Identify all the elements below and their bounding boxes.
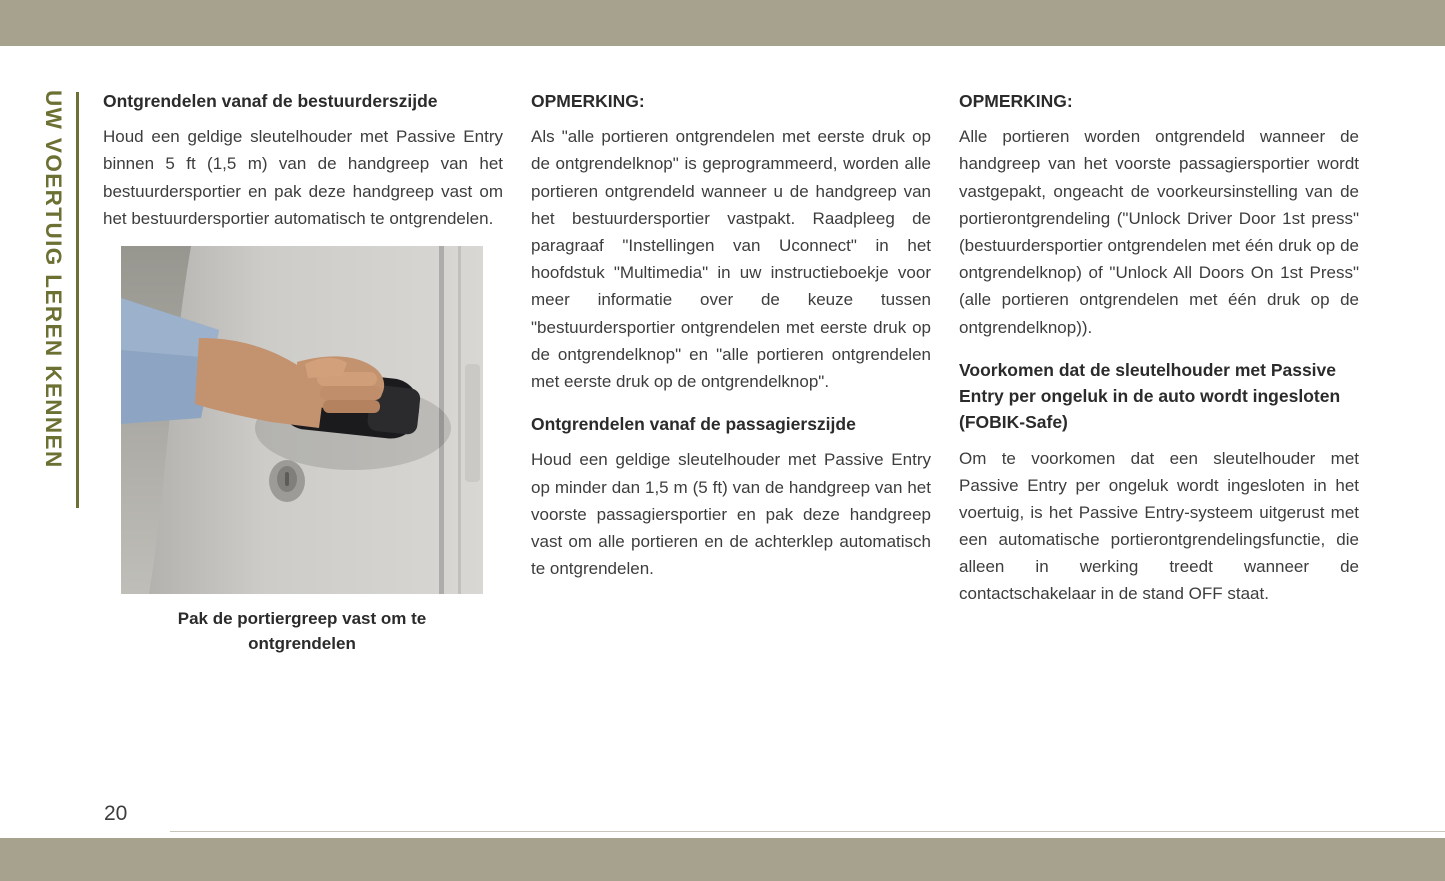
top-band — [0, 0, 1445, 46]
bottom-band — [0, 838, 1445, 881]
body-paragraph-driver-side: Houd een geldige sleutelhouder met Passive Entry binnen 5 ft (1,5 m) van de handgreep van het bestuurdersportier en pak deze handgreep vast om het bestuurdersportier automatisch te ontgrendelen. — [103, 127, 503, 228]
body-paragraph-passenger-side: Houd een geldige sleutelhouder met Passive Entry op minder dan 1,5 m (5 ft) van de handgreep van het voorste passagiersportier en pak deze handgreep vast om alle portieren en de achterklep automatisch te ontgrendelen. — [531, 450, 931, 579]
section-heading-fobik-safe: Voorkomen dat de sleutelhouder met Passive Entry per ongeluk in de auto wordt ingesloten (FOBIK-Safe) — [959, 359, 1341, 433]
note-paragraph: Als "alle portieren ontgrendelen met eerste druk op de ontgrendelknop" is geprogrammeerd, worden alle portieren ontgrendeld wanneer u de handgreep van het bestuurdersportier vastpakt. Raadpleeg de paragraaf "Instellingen van Uconnect" in het hoofdstuk "Multimedia" in uw instructieboekje voor meer informatie over de keuze tussen "bestuurdersportier ontgrendelen met eerste druk op de ontgrendelknop" en "alle portieren ontgrendelen met eerste druk op de ontgrendelknop". — [531, 127, 931, 391]
door-handle-photo — [121, 246, 483, 594]
note-heading: OPMERKING: — [959, 91, 1073, 111]
column-note-passenger — [531, 88, 931, 596]
section-heading-passenger-side: Ontgrendelen vanaf de passagierszijde — [531, 414, 856, 435]
page-number: 20 — [104, 802, 128, 825]
figure-caption: Pak de portiergreep vast om te ontgrendelen — [177, 609, 427, 653]
body-paragraph-fobik-safe: Om te voorkomen dat een sleutelhouder met Passive Entry per ongeluk wordt ingesloten in het voertuig, is het Passive Entry-systeem uitgerust met een automatische portierontgrendelingsfunctie, die alleen in werking treedt wanneer de contactschakelaar in de stand OFF staat. — [959, 448, 1359, 604]
door-handle-figure — [121, 246, 483, 656]
sidebar-rule — [76, 92, 79, 508]
footer-rule — [170, 831, 1445, 832]
note-paragraph: Alle portieren worden ontgrendeld wanneer de handgreep van het voorste passagiersportier wordt vastgepakt, ongeacht de voorkeursinstelling van de portierontgrendeling ("Unlock Driver Door 1st press" (bestuurdersportier ontgrendelen met één druk op de ontgrendelknop) of "Unlock All Doors On 1st Press" (alle portieren ontgrendelen met één druk op de ontgrendelknop)). — [959, 127, 1359, 337]
note-heading: OPMERKING: — [531, 91, 645, 111]
chapter-sidebar-title: UW VOERTUIG LEREN KENNEN — [41, 90, 66, 469]
section-heading-driver-side: Ontgrendelen vanaf de bestuurderszijde — [103, 91, 438, 111]
column-driver-side — [103, 88, 503, 656]
column-fobik-safe — [959, 88, 1359, 622]
